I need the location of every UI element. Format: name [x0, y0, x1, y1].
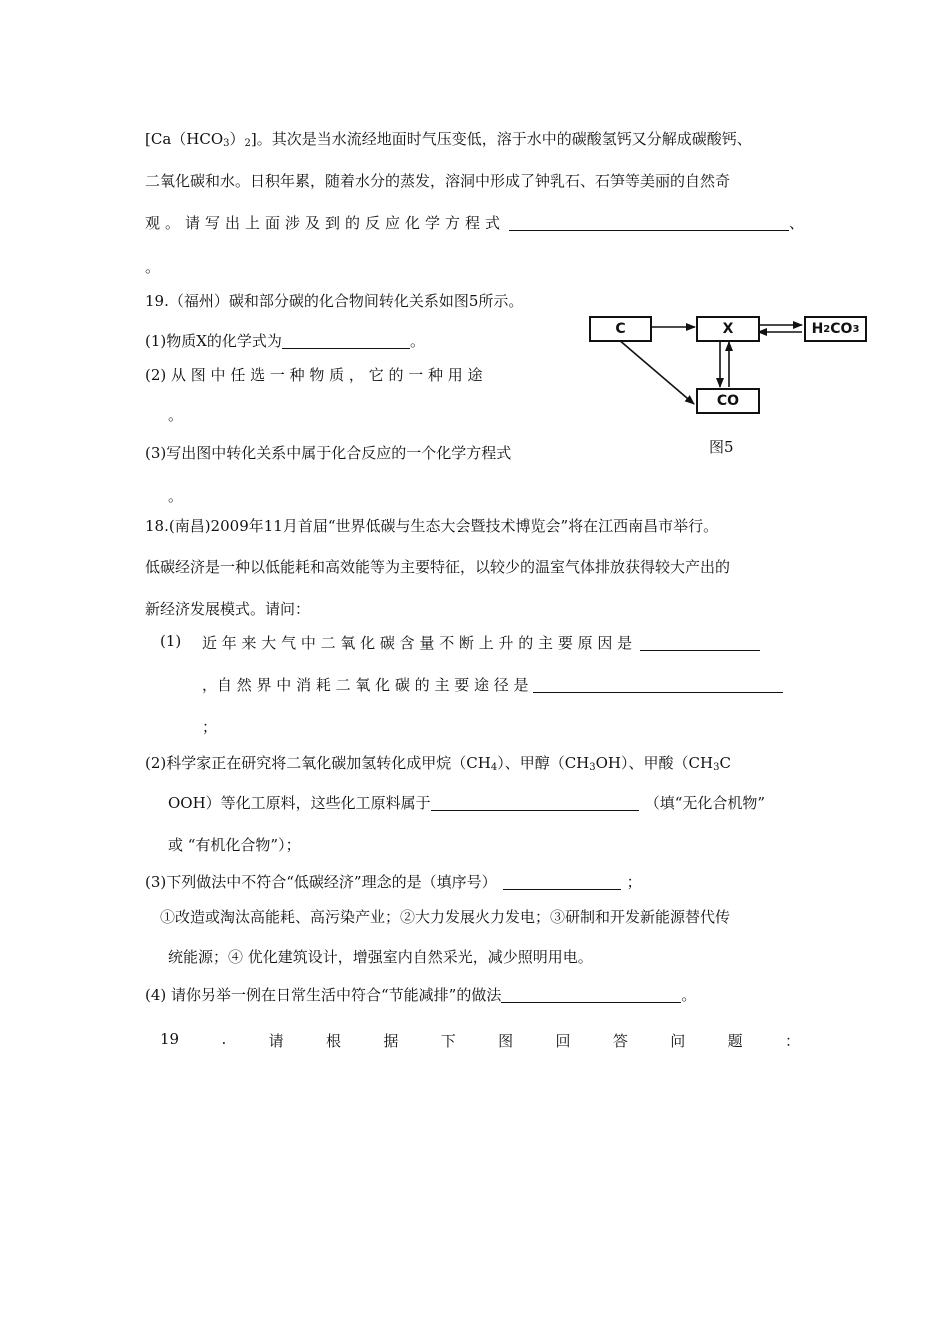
- node-h2co3: [804, 316, 867, 342]
- text-line: [145, 752, 731, 773]
- text-span: ）: [229, 130, 245, 148]
- answer-blank[interactable]: [509, 214, 789, 231]
- subscript: 2: [244, 138, 251, 149]
- text-line: 或 “有机化合物”）；: [168, 836, 301, 854]
- text-span: 。: [681, 986, 697, 1004]
- text-line: 新经济发展模式。请问：: [145, 600, 311, 618]
- text-span: (2)科学家正在研究将二氧化碳加氢转化成甲烷（CH: [145, 754, 491, 772]
- char: 19: [160, 1030, 180, 1048]
- char: 答: [612, 1032, 628, 1050]
- char: ：: [784, 1032, 800, 1050]
- subscript: 3: [223, 138, 230, 149]
- text-line: 低碳经济是一种以低能耗和高效能等为主要特征，以较少的温室气体排放获得较大产出的: [145, 558, 731, 576]
- text-span: (3)下列做法中不符合“低碳经济”理念的是（填序号）: [145, 873, 497, 891]
- char: 回: [555, 1032, 571, 1050]
- text-span: ；: [626, 873, 642, 891]
- subscript: 3: [589, 762, 596, 773]
- subscript: 3: [713, 762, 720, 773]
- text-span: (4) 请你另举一例在日常生活中符合“节能减排”的做法: [145, 986, 502, 1004]
- text-line: (2) 从 图 中 任 选 一 种 物 质 ， 它 的 一 种 用 途: [145, 366, 483, 384]
- answer-blank[interactable]: [501, 986, 681, 1003]
- text-span: ）、甲醇（CH: [497, 754, 590, 772]
- answer-blank[interactable]: [431, 794, 639, 811]
- text-line: [160, 632, 181, 650]
- question-title: 18.(南昌)2009年11月首届“世界低碳与生态大会暨技术博览会”将在江西南昌市举行。: [145, 517, 719, 535]
- text-span: 观。请写出上面涉及到的反应化学方程式: [145, 214, 506, 232]
- text-span: ]。其次是当水流经地面时气压变低，溶于水中的碳酸氢钙又分解成碳酸钙、: [250, 130, 752, 148]
- text-line: [202, 674, 783, 695]
- node-c: C: [589, 316, 652, 342]
- figure-caption: 图5: [709, 438, 734, 456]
- arrow-c-to-co: [618, 339, 694, 404]
- text-line: (3)写出图中转化关系中属于化合反应的一个化学方程式: [145, 444, 512, 462]
- formula-part: CO: [830, 321, 853, 337]
- formula-part: H: [811, 321, 824, 337]
- question-title-spaced: [160, 1030, 800, 1051]
- char: 图: [498, 1032, 514, 1050]
- text-line: 二氧化碳和水。日积年累，随着水分的蒸发，溶洞中形成了钟乳石、石笋等美丽的自然奇: [145, 172, 731, 190]
- text-line: 。: [168, 406, 184, 424]
- option-list: 统能源；④ 优化建筑设计，增强室内自然采光，减少照明用电。: [168, 948, 593, 966]
- char: 问: [670, 1032, 686, 1050]
- text-line: [145, 871, 642, 892]
- text-span: OOH）等化工原料，这些化工原料属于: [168, 794, 431, 812]
- text-span: C: [719, 754, 731, 772]
- text-span: 、: [789, 214, 810, 232]
- char: 题: [727, 1032, 743, 1050]
- char: 根: [325, 1032, 341, 1050]
- question-title: 19.（福州）碳和部分碳的化合物间转化关系如图5所示。: [145, 292, 524, 310]
- answer-blank[interactable]: [503, 873, 621, 890]
- answer-blank[interactable]: [282, 332, 410, 349]
- text-line: 。: [145, 258, 161, 276]
- text-span: OH）、甲酸（CH: [595, 754, 714, 772]
- text-span: (1): [160, 632, 182, 650]
- char: .: [221, 1030, 227, 1048]
- text-line: [145, 984, 696, 1005]
- text-span: 近 年 来 大 气 中 二 氧 化 碳 含 量 不 断 上 升 的 主 要 原 因 是: [202, 634, 633, 652]
- subscript: 3: [852, 323, 860, 335]
- char: 据: [383, 1032, 399, 1050]
- subscript: 2: [823, 323, 831, 335]
- char: 请: [268, 1032, 284, 1050]
- node-co: CO: [696, 388, 760, 414]
- text-line: 。: [168, 487, 184, 505]
- text-line: [145, 330, 425, 351]
- text-span: (1)物质X的化学式为: [145, 332, 282, 350]
- text-line: [202, 632, 760, 653]
- answer-blank[interactable]: [640, 634, 760, 651]
- answer-blank[interactable]: [533, 676, 783, 693]
- text-line: [145, 128, 752, 149]
- text-span: （填“无化合机物”: [644, 794, 766, 812]
- option-list: ①改造或淘汰高能耗、高污染产业；②大力发展火力发电；③研制和开发新能源替代传: [160, 908, 731, 926]
- subscript: 4: [490, 762, 498, 773]
- text-span: [Ca（HCO: [145, 130, 224, 148]
- text-line: [168, 792, 765, 813]
- char: 下: [440, 1032, 456, 1050]
- text-span: 。: [409, 332, 425, 350]
- text-span: ，自 然 界 中 消 耗 二 氧 化 碳 的 主 要 途 径 是: [202, 676, 529, 694]
- text-line: [145, 212, 809, 233]
- text-line: ；: [202, 718, 218, 736]
- node-x: X: [696, 316, 760, 342]
